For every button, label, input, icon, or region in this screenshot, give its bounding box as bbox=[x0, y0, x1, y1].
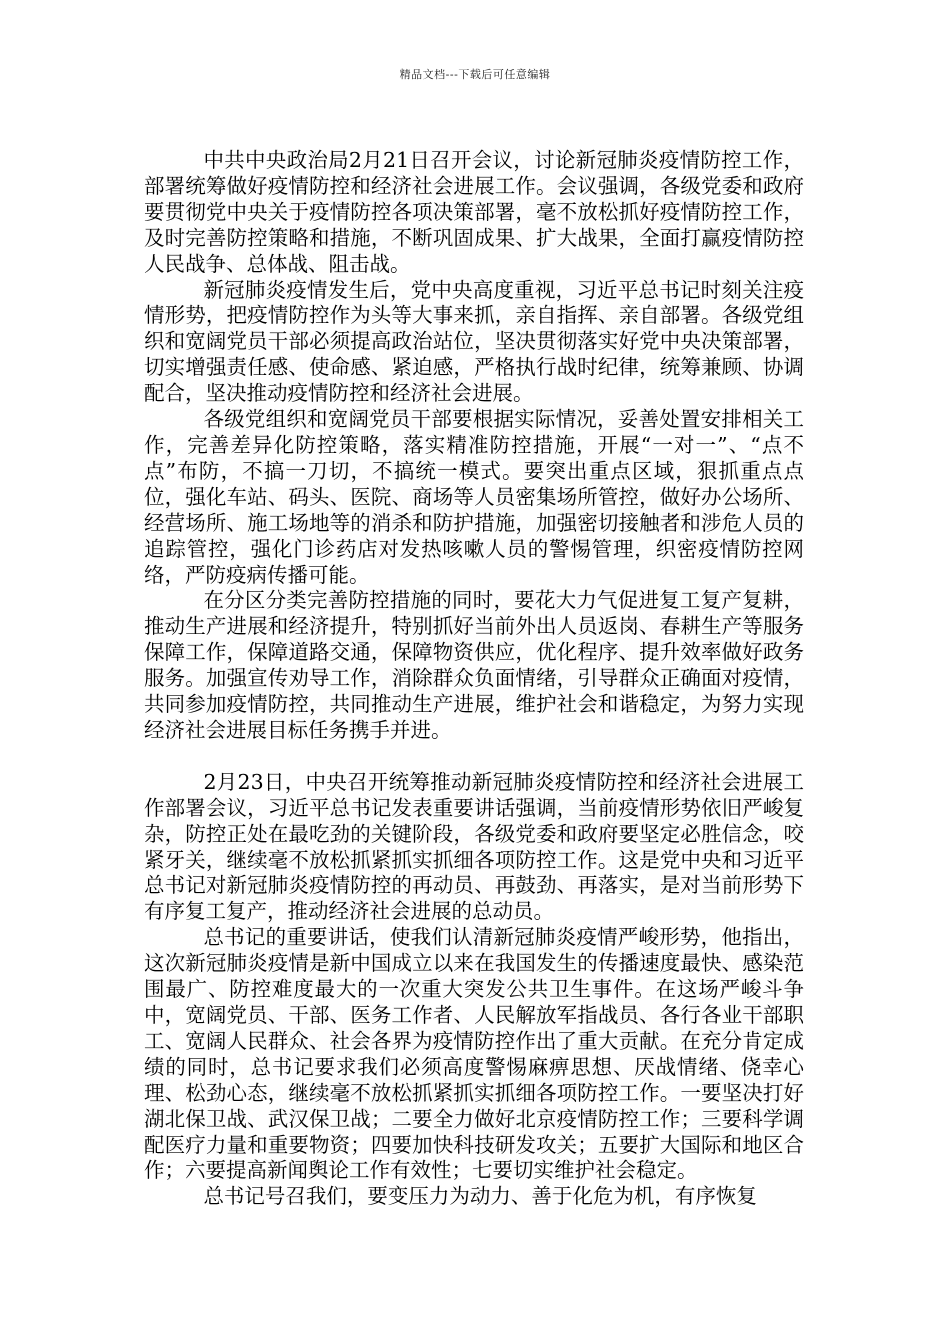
paragraph: 2月23日，中央召开统筹推动新冠肺炎疫情防控和经济社会进展工作部署会议，习近平总书记发表重要讲话强调，当前疫情形势依旧严峻复杂，防控正处在最吃劲的关键阶段，各级党委和政府要坚定必胜信念，咬紧牙关，继续毫不放松抓紧抓实抓细各项防控工作。这是党中央和习近平总书记对新冠肺炎疫情防控的再动员、再鼓劲、再落实，是对当前形势下有序复工复产，推动经济社会进展的总动员。 bbox=[144, 769, 804, 924]
paragraph: 各级党组织和宽阔党员干部要根据实际情况，妥善处置安排相关工作，完善差异化防控策略，落实精准防控措施，开展“一对一”、“点不点”布防，不搞一刀切，不搞统一模式。要突出重点区域，狠抓重点点位，强化车站、码头、医院、商场等人员密集场所管控，做好办公场所、经营场所、施工场地等的消杀和防护措施，加强密切接触者和涉危人员的追踪管控，强化门诊药店对发热咳嗽人员的警惕管理，织密疫情防控网络，严防疫病传播可能。 bbox=[144, 407, 804, 587]
paragraph: 总书记的重要讲话，使我们认清新冠肺炎疫情严峻形势，他指出，这次新冠肺炎疫情是新中国成立以来在我国发生的传播速度最快、感染范围最广、防控难度最大的一次重大突发公共卫生事件。在这场严峻斗争中，宽阔党员、干部、医务工作者、人民解放军指战员、各行各业干部职工、宽阔人民群众、社会各界为疫情防控作出了重大贡献。在充分肯定成绩的同时，总书记要求我们必须高度警惕麻痹思想、厌战情绪、侥幸心理、松劲心态，继续毫不放松抓紧抓实抓细各项防控工作。一要坚决打好湖北保卫战、武汉保卫战；二要全力做好北京疫情防控工作；三要科学调配医疗力量和重要物资；四要加快科技研发攻关；五要扩大国际和地区合作；六要提高新闻舆论工作有效性；七要切实维护社会稳定。 bbox=[144, 925, 804, 1183]
paragraph: 中共中央政治局2月21日召开会议，讨论新冠肺炎疫情防控工作，部署统筹做好疫情防控和经济社会进展工作。会议强调，各级党委和政府要贯彻党中央关于疫情防控各项决策部署，毫不放松抓好疫情防控工作，及时完善防控策略和措施，不断巩固成果、扩大战果，全面打赢疫情防控人民战争、总体战、阻击战。 bbox=[144, 148, 804, 276]
paragraph: 总书记号召我们，要变压力为动力、善于化危为机，有序恢复 bbox=[203, 1184, 757, 1209]
page-header: 精品文档---下载后可任意编辑 bbox=[399, 68, 551, 81]
document-body bbox=[144, 148, 804, 1210]
paragraph: 在分区分类完善防控措施的同时，要花大力气促进复工复产复耕，推动生产进展和经济提升，特别抓好当前外出人员返岗、春耕生产等服务保障工作，保障道路交通，保障物资供应，优化程序、提升效率做好政务服务。加强宣传劝导工作，消除群众负面情绪，引导群众正确面对疫情，共同参加疫情防控，共同推动生产进展，维护社会和谐稳定，为努力实现经济社会进展目标任务携手并进。 bbox=[144, 588, 804, 742]
paragraph: 新冠肺炎疫情发生后，党中央高度重视，习近平总书记时刻关注疫情形势，把疫情防控作为头等大事来抓，亲自指挥、亲自部署。各级党组织和宽阔党员干部必须提高政治站位，坚决贯彻落实好党中央决策部署，切实增强责任感、使命感、紧迫感，严格执行战时纪律，统筹兼顾、协调配合，坚决推动疫情防控和经济社会进展。 bbox=[144, 277, 804, 406]
